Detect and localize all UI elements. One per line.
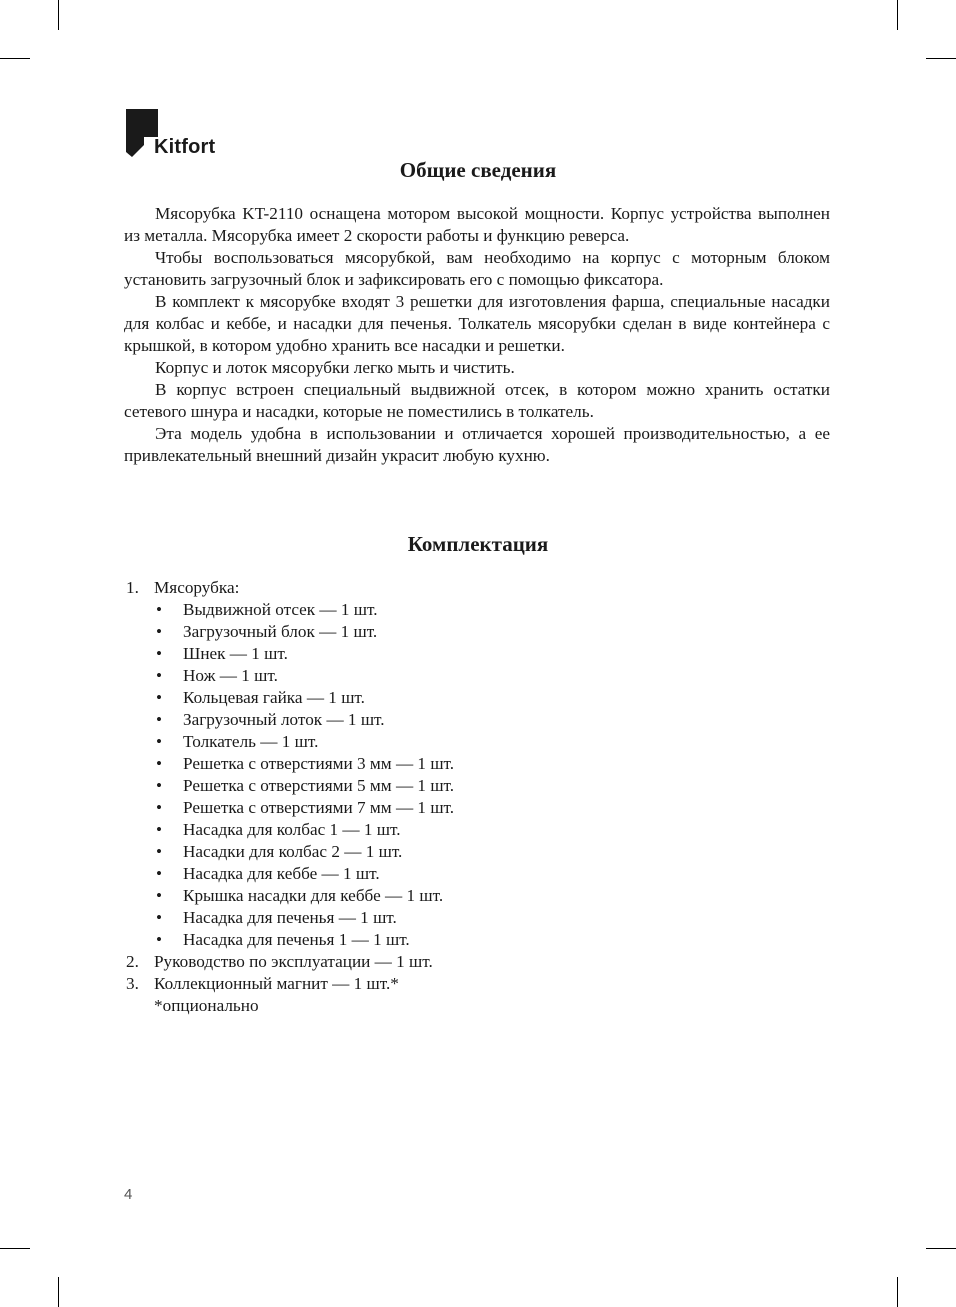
bullet: • [156, 732, 163, 751]
bullet: • [156, 600, 163, 619]
general-info-text [124, 203, 830, 467]
list-item [124, 951, 724, 973]
page-number: 4 [124, 1186, 133, 1203]
sub-list-item [124, 775, 724, 797]
bullet: • [156, 864, 163, 883]
bullet: • [156, 930, 163, 949]
section-title-kit: Комплектация [407, 532, 549, 556]
sub-list-item [124, 621, 724, 643]
sub-list-item [124, 841, 724, 863]
brand-name: Kitfort [154, 136, 216, 158]
sub-item-label: Толкатель — 1 шт. [183, 732, 319, 751]
sub-item-label: Нож — 1 шт. [183, 666, 278, 685]
sub-item-label: Насадка для печенья — 1 шт. [183, 908, 397, 927]
crop-mark [926, 58, 956, 59]
bullet: • [156, 776, 163, 795]
sub-item-label: Загрузочный блок — 1 шт. [183, 622, 378, 641]
sub-list-item [124, 665, 724, 687]
sub-list-item [124, 885, 724, 907]
sub-list-item [124, 863, 724, 885]
bullet: • [156, 710, 163, 729]
sub-item-label: Решетка с отверстиями 3 мм — 1 шт. [183, 754, 455, 773]
crop-mark [58, 0, 59, 30]
list-number: 1. [126, 578, 139, 597]
paragraph: Чтобы воспользоваться мясорубкой, вам необходимо на корпус с моторным блоком установить загрузочный блок и зафиксировать его с помощью фиксатора. [124, 248, 830, 289]
sub-list-item [124, 709, 724, 731]
list-item-label: Коллекционный магнит — 1 шт.* [154, 974, 399, 993]
bullet: • [156, 688, 163, 707]
paragraph: В комплект к мясорубке входят 3 решетки для изготовления фарша, специальные насадки для колбас и кеббе, и насадки для печенья. Толкатель мясорубки сделан в виде контейнера с крышкой, в котором удобно хранить все насадки и решетки. [124, 292, 830, 355]
sub-list-item [124, 599, 724, 621]
sub-list-item [124, 929, 724, 951]
bullet: • [156, 644, 163, 663]
bullet: • [156, 798, 163, 817]
sub-item-label: Загрузочный лоток — 1 шт. [183, 710, 385, 729]
kit-list [124, 577, 724, 1017]
bullet: • [156, 908, 163, 927]
sub-list-item [124, 797, 724, 819]
bullet: • [156, 622, 163, 641]
sub-list-item [124, 907, 724, 929]
sub-item-label: Решетка с отверстиями 7 мм — 1 шт. [183, 798, 455, 817]
paragraph: Эта модель удобна в использовании и отличается хорошей производительностью, а ее привлекательный внешний дизайн украсит любую кухню. [124, 424, 830, 465]
sub-list-item [124, 687, 724, 709]
crop-mark [58, 1277, 59, 1307]
sub-list-item [124, 819, 724, 841]
footnote [124, 995, 724, 1017]
footnote-text: *опционально [154, 996, 259, 1015]
paragraph: Корпус и лоток мясорубки легко мыть и чистить. [155, 358, 515, 377]
sub-list-item [124, 643, 724, 665]
paragraph: Мясорубка KT-2110 оснащена мотором высокой мощности. Корпус устройства выполнен из металла. Мясорубка имеет 2 скорости работы и функцию реверса. [124, 204, 830, 245]
crop-mark [0, 1248, 30, 1249]
list-item-label: Мясорубка: [154, 578, 240, 597]
sub-item-label: Насадка для кеббе — 1 шт. [183, 864, 380, 883]
sub-item-label: Кольцевая гайка — 1 шт. [183, 688, 365, 707]
sub-item-label: Насадка для колбас 1 — 1 шт. [183, 820, 401, 839]
list-item [124, 973, 724, 995]
sub-item-label: Шнек — 1 шт. [183, 644, 288, 663]
sub-list-item [124, 731, 724, 753]
crop-mark [897, 0, 898, 30]
bullet: • [156, 666, 163, 685]
sub-item-label: Насадка для печенья 1 — 1 шт. [183, 930, 410, 949]
paragraph: В корпус встроен специальный выдвижной отсек, в котором можно хранить остатки сетевого шнура и насадки, которые не поместились в толкатель. [124, 380, 830, 421]
crop-mark [897, 1277, 898, 1307]
sub-item-label: Решетка с отверстиями 5 мм — 1 шт. [183, 776, 455, 795]
sub-item-label: Насадки для колбас 2 — 1 шт. [183, 842, 403, 861]
crop-mark [926, 1248, 956, 1249]
sub-list-item [124, 753, 724, 775]
bullet: • [156, 886, 163, 905]
list-item [124, 577, 724, 599]
sub-item-label: Выдвижной отсек — 1 шт. [183, 600, 378, 619]
bullet: • [156, 820, 163, 839]
brand-logo [124, 107, 244, 157]
section-title-general: Общие сведения [399, 158, 557, 182]
bullet: • [156, 754, 163, 773]
crop-mark [0, 58, 30, 59]
sub-item-label: Крышка насадки для кеббе — 1 шт. [183, 886, 444, 905]
list-item-label: Руководство по эксплуатации — 1 шт. [154, 952, 433, 971]
bullet: • [156, 842, 163, 861]
list-number: 2. [126, 952, 139, 971]
list-number: 3. [126, 974, 139, 993]
